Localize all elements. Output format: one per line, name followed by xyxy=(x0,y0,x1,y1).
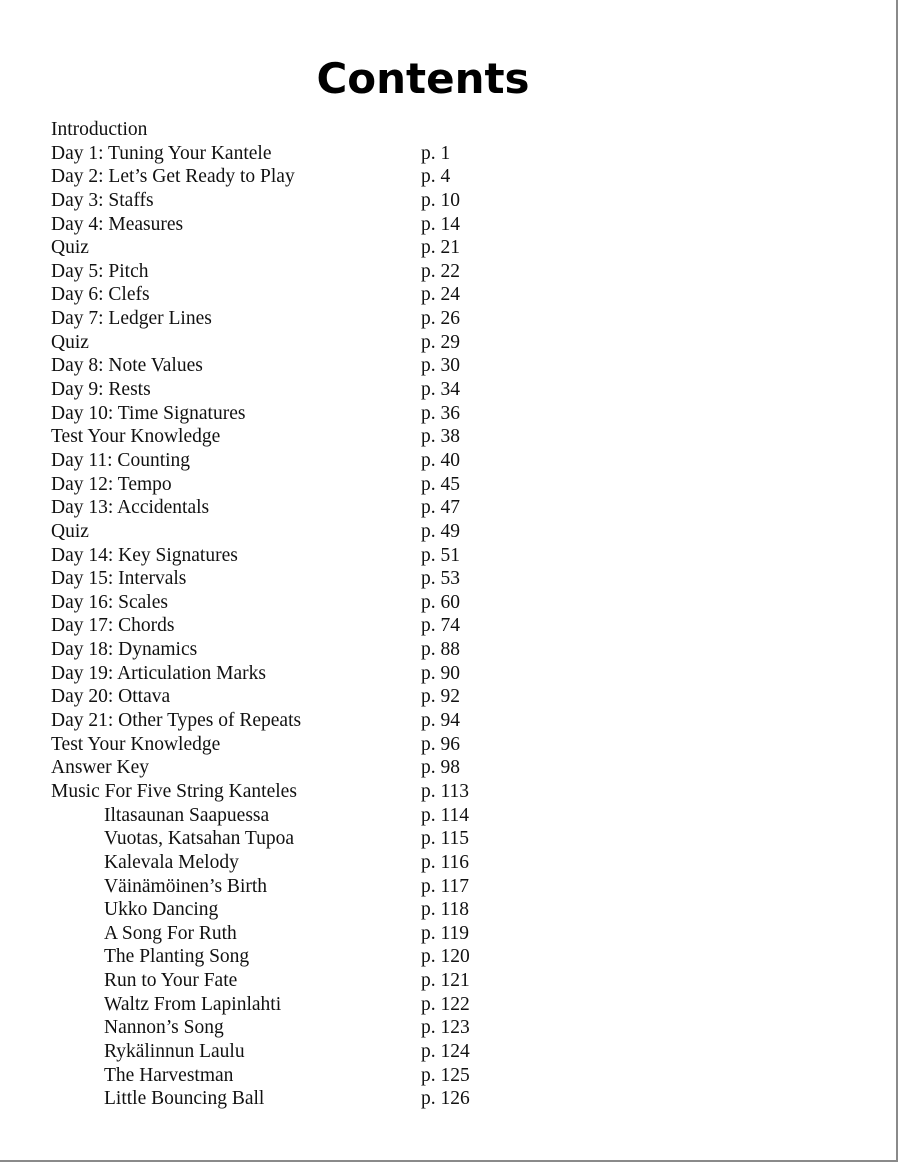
toc-entry-page: p. 74 xyxy=(421,615,460,637)
toc-entry-page: p. 126 xyxy=(421,1088,470,1110)
toc-entry-title: Day 21: Other Types of Repeats xyxy=(51,710,302,732)
toc-entry-title: Test Your Knowledge xyxy=(51,733,221,755)
toc-subentry xyxy=(51,1087,531,1111)
toc-entry-title: Day 15: Intervals xyxy=(51,568,187,590)
toc-entry xyxy=(51,709,531,733)
toc-entry-page: p. 114 xyxy=(421,804,470,826)
toc-subentry xyxy=(51,875,531,899)
toc-entry-page: p. 60 xyxy=(421,591,460,613)
toc-entry xyxy=(51,142,531,166)
toc-entry-title: Day 18: Dynamics xyxy=(51,639,198,661)
toc-entry-page: p. 118 xyxy=(421,899,470,921)
toc-entry-title: Väinämöinen’s Birth xyxy=(104,875,268,897)
toc-entry xyxy=(51,473,531,497)
toc-entry-title: Answer Key xyxy=(51,757,150,779)
toc-entry-page: p. 121 xyxy=(421,970,470,992)
toc-entry-page: p. 38 xyxy=(421,426,460,448)
toc-entry-title: Quiz xyxy=(51,237,89,259)
toc-entry-title: Day 5: Pitch xyxy=(51,260,149,282)
toc-entry-page: p. 116 xyxy=(421,851,470,873)
toc-entry-title: Day 13: Accidentals xyxy=(51,497,210,519)
toc-entry-title: Introduction xyxy=(51,119,148,140)
toc-entry-page: p. 98 xyxy=(421,757,460,779)
toc-entry-page: p. 24 xyxy=(421,284,460,306)
toc-entry-page: p. 115 xyxy=(421,828,470,850)
toc-entry-title: Ukko Dancing xyxy=(104,899,219,921)
toc-entry-page: p. 36 xyxy=(421,402,460,424)
toc-entry-page: p. 40 xyxy=(421,449,460,471)
toc-entry xyxy=(51,165,531,189)
toc-entry-page: p. 120 xyxy=(421,946,470,968)
toc-entry-title: Day 16: Scales xyxy=(51,591,168,613)
toc-entry-title: Day 1: Tuning Your Kantele xyxy=(51,142,272,164)
toc-entry-page: p. 92 xyxy=(421,686,460,708)
toc-entry-page: p. 124 xyxy=(421,1040,470,1062)
toc-entry xyxy=(51,307,531,331)
toc-subentry xyxy=(51,1040,531,1064)
toc-entry-page: p. 122 xyxy=(421,993,470,1015)
toc-entry xyxy=(51,614,531,638)
toc-entry xyxy=(51,260,531,284)
toc-subentry xyxy=(51,898,531,922)
toc-entry-page: p. 21 xyxy=(421,237,460,259)
toc-entry-page: p. 88 xyxy=(421,639,460,661)
toc-entry-title: Waltz From Lapinlahti xyxy=(104,993,282,1015)
toc-subentry xyxy=(51,969,531,993)
toc-entry-title: Nannon’s Song xyxy=(104,1017,224,1039)
table-of-contents xyxy=(51,118,531,1111)
page-title: Contents xyxy=(316,54,530,103)
toc-entry-title: Music For Five String Kanteles xyxy=(51,780,297,802)
toc-subentry xyxy=(51,804,531,828)
toc-entry xyxy=(51,236,531,260)
toc-entry-title: Vuotas, Katsahan Tupoa xyxy=(104,828,295,850)
toc-entry xyxy=(51,331,531,355)
toc-entry-title: The Planting Song xyxy=(104,946,250,968)
toc-entry-page: p. 51 xyxy=(421,544,460,566)
toc-entry xyxy=(51,213,531,237)
toc-entry xyxy=(51,402,531,426)
toc-entry xyxy=(51,733,531,757)
toc-entry-page: p. 49 xyxy=(421,520,460,542)
toc-entry-title: Day 8: Note Values xyxy=(51,355,203,377)
toc-entry xyxy=(51,118,531,142)
toc-entry-title: Iltasaunan Saapuessa xyxy=(104,804,270,826)
toc-entry-page: p. 34 xyxy=(421,379,460,401)
toc-entry xyxy=(51,591,531,615)
toc-entry-page: p. 117 xyxy=(421,875,470,897)
toc-entry xyxy=(51,496,531,520)
toc-entry-title: Day 10: Time Signatures xyxy=(51,402,246,424)
toc-entry-title: Day 14: Key Signatures xyxy=(51,544,238,566)
toc-entry-page: p. 53 xyxy=(421,568,460,590)
toc-entry-title: The Harvestman xyxy=(104,1064,234,1086)
toc-entry-page: p. 96 xyxy=(421,733,460,755)
toc-entry-title: Run to Your Fate xyxy=(104,970,238,992)
toc-subentry xyxy=(51,827,531,851)
toc-entry-page: p. 123 xyxy=(421,1017,470,1039)
toc-entry-page: p. 4 xyxy=(421,166,451,188)
toc-entry xyxy=(51,283,531,307)
toc-entry-title: Quiz xyxy=(51,520,89,542)
toc-entry-page: p. 113 xyxy=(421,780,470,802)
toc-entry-page: p. 1 xyxy=(421,142,451,164)
toc-entry xyxy=(51,425,531,449)
toc-entry-title: Test Your Knowledge xyxy=(51,426,221,448)
toc-subentry xyxy=(51,922,531,946)
toc-entry xyxy=(51,567,531,591)
toc-entry-page: p. 26 xyxy=(421,308,460,330)
toc-entry xyxy=(51,378,531,402)
toc-entry xyxy=(51,756,531,780)
toc-entry-page: p. 94 xyxy=(421,710,460,732)
toc-entry-title: A Song For Ruth xyxy=(104,922,237,944)
toc-entry-page: p. 22 xyxy=(421,260,460,282)
toc-entry-page: p. 30 xyxy=(421,355,460,377)
toc-entry xyxy=(51,780,531,804)
toc-subentry xyxy=(51,851,531,875)
toc-entry-page: p. 47 xyxy=(421,497,460,519)
toc-entry xyxy=(51,354,531,378)
toc-entry xyxy=(51,189,531,213)
toc-entry xyxy=(51,449,531,473)
toc-entry-title: Day 7: Ledger Lines xyxy=(51,308,212,330)
toc-entry-title: Day 9: Rests xyxy=(51,379,151,401)
toc-subentry xyxy=(51,993,531,1017)
toc-entry-title: Quiz xyxy=(51,331,89,353)
toc-entry-title: Kalevala Melody xyxy=(104,851,239,873)
toc-entry-title: Day 4: Measures xyxy=(51,213,184,235)
toc-entry xyxy=(51,638,531,662)
toc-entry-title: Day 17: Chords xyxy=(51,615,175,637)
toc-entry-page: p. 10 xyxy=(421,189,460,211)
toc-subentry xyxy=(51,1016,531,1040)
toc-entry-page: p. 119 xyxy=(421,922,470,944)
toc-entry xyxy=(51,520,531,544)
toc-entry-title: Day 3: Staffs xyxy=(51,189,154,211)
toc-entry-page: p. 14 xyxy=(421,213,460,235)
toc-entry-page: p. 45 xyxy=(421,473,460,495)
toc-entry-page: p. 29 xyxy=(421,331,460,353)
toc-entry-page: p. 125 xyxy=(421,1064,470,1086)
toc-entry-title: Day 19: Articulation Marks xyxy=(51,662,267,684)
toc-entry xyxy=(51,685,531,709)
toc-subentry xyxy=(51,945,531,969)
toc-entry-title: Rykälinnun Laulu xyxy=(104,1040,245,1062)
toc-subentry xyxy=(51,1064,531,1088)
toc-entry-title: Day 12: Tempo xyxy=(51,473,172,495)
toc-entry xyxy=(51,662,531,686)
toc-entry-title: Day 6: Clefs xyxy=(51,284,150,306)
toc-entry-title: Little Bouncing Ball xyxy=(104,1088,265,1110)
toc-entry-title: Day 2: Let’s Get Ready to Play xyxy=(51,166,295,188)
toc-entry-page: p. 90 xyxy=(421,662,460,684)
toc-entry-title: Day 11: Counting xyxy=(51,449,191,471)
toc-entry-title: Day 20: Ottava xyxy=(51,686,171,708)
toc-entry xyxy=(51,544,531,568)
